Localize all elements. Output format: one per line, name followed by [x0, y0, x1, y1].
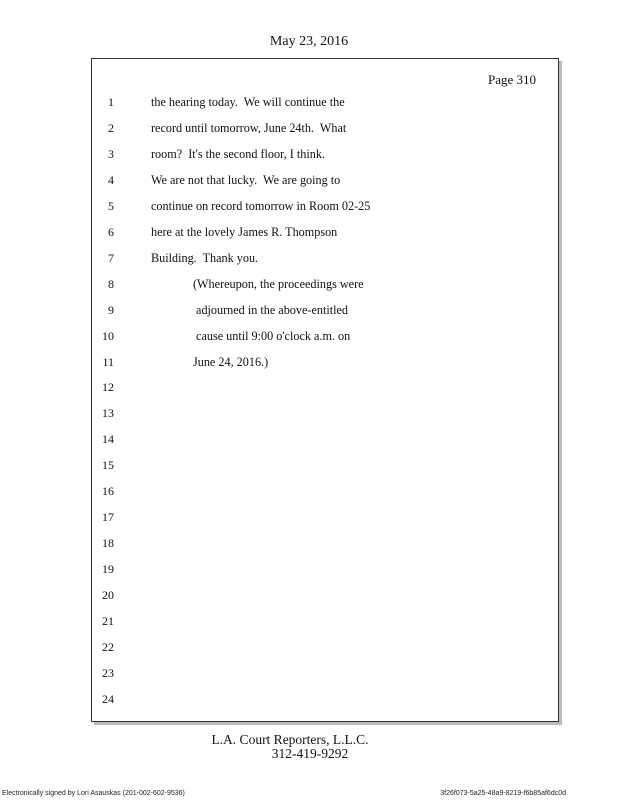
transcript-line — [92, 457, 558, 483]
line-number: 23 — [102, 665, 114, 680]
line-number: 10 — [102, 328, 114, 343]
line-text: (Whereupon, the proceedings were — [193, 276, 364, 291]
line-number: 9 — [108, 302, 114, 317]
transcript-line — [92, 561, 558, 587]
line-number: 21 — [102, 614, 114, 628]
line-text: June 24, 2016.) — [193, 354, 269, 369]
transcript-line — [92, 120, 558, 146]
company-name: L.A. Court Reporters, L.L.C. — [211, 732, 369, 747]
transcript-line — [92, 431, 558, 457]
company-phone: 312-419-9292 — [271, 746, 349, 761]
transcript-line — [92, 250, 558, 276]
line-text: Building. Thank you. — [151, 250, 259, 265]
line-number: 16 — [102, 484, 114, 499]
document-date: May 23, 2016 — [269, 34, 349, 49]
line-number: 4 — [108, 172, 114, 187]
line-number: 5 — [108, 198, 114, 213]
transcript-line — [92, 483, 558, 509]
e-signature-text: Electronically signed by Lori Asauskas (201-002-602-9536) — [2, 790, 185, 797]
line-number: 7 — [108, 250, 114, 265]
line-number: 14 — [102, 432, 114, 447]
transcript-line — [92, 379, 558, 405]
line-number: 1 — [108, 95, 114, 109]
transcript-line — [92, 302, 558, 328]
transcript-line — [92, 328, 558, 354]
line-number: 24 — [102, 691, 114, 706]
line-number: 20 — [102, 588, 114, 603]
transcript-line — [92, 172, 558, 198]
line-number: 12 — [102, 380, 114, 395]
line-number: 17 — [102, 510, 114, 525]
transcript-line — [92, 276, 558, 302]
transcript-line — [92, 691, 558, 717]
line-number: 19 — [102, 562, 114, 577]
page-number: Page 310 — [487, 72, 536, 87]
transcript-line — [92, 354, 558, 380]
line-number: 8 — [108, 276, 114, 291]
document-hash: 3f26f073-5a25-48a9-8219-f6b85af6dc0d — [440, 790, 566, 797]
transcript-line — [92, 224, 558, 250]
transcript-line — [92, 94, 558, 120]
transcript-line — [92, 405, 558, 431]
line-text: room? It's the second floor, I think. — [151, 146, 325, 161]
line-number: 11 — [102, 354, 114, 369]
line-number: 15 — [102, 458, 114, 473]
line-text: We are not that lucky. We are going to — [151, 172, 341, 187]
transcript-line — [92, 146, 558, 172]
transcript-line — [92, 535, 558, 561]
line-number: 18 — [102, 536, 114, 551]
line-number: 13 — [102, 406, 114, 421]
transcript-page — [91, 58, 559, 722]
transcript-line — [92, 639, 558, 665]
line-number: 2 — [108, 120, 114, 135]
transcript-line — [92, 509, 558, 535]
line-number: 3 — [108, 146, 114, 161]
transcript-line — [92, 198, 558, 224]
line-text: adjourned in the above-entitled — [193, 302, 348, 317]
line-text: here at the lovely James R. Thompson — [151, 224, 338, 239]
footer — [0, 733, 580, 761]
line-text: the hearing today. We will continue the — [151, 95, 345, 109]
transcript-line — [92, 587, 558, 613]
line-text: record until tomorrow, June 24th. What — [151, 120, 347, 135]
transcript-line — [92, 665, 558, 691]
line-number: 22 — [102, 639, 114, 654]
transcript-line — [92, 613, 558, 639]
line-text: continue on record tomorrow in Room 02-25 — [151, 198, 371, 213]
line-text: cause until 9:00 o'clock a.m. on — [193, 328, 351, 343]
line-number: 6 — [108, 224, 114, 239]
